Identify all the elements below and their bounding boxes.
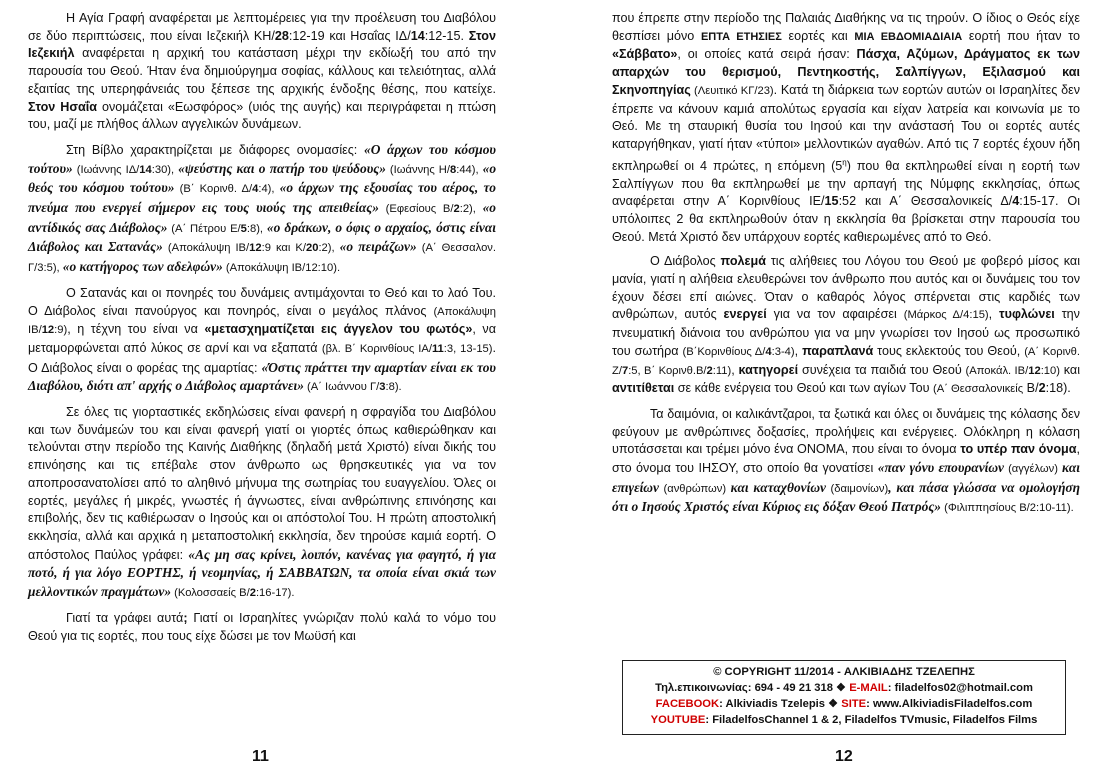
right-page: [612, 10, 1080, 525]
site-link[interactable]: : www.AlkiviadisFiladelfos.com: [866, 698, 1033, 710]
page-number-right: 12: [835, 748, 853, 765]
contact-line: Τηλ.επικοινωνίας: 694 - 49 21 318 ❖ E-MAIL: filadelfos02@hotmail.com: [655, 682, 1033, 694]
copyright-box: [622, 660, 1066, 735]
paragraph-why: Γιατί τα γράφει αυτά; Γιατί οι Ισραηλίτες γνώριζαν πολύ καλά το νόμο του Θεού για τις εορτές, που τους είχε δώσει με τον Μωϋσή και: [28, 610, 496, 643]
youtube-line: YOUTUBE: FiladelfosChannel 1 & 2, Filadelfos TVmusic, Filadelfos Films: [650, 714, 1038, 726]
paragraph-names: Στη Βίβλο χαρακτηρίζεται με διάφορες ονομασίες: «Ο άρχων του κόσμου τούτου» (Ιωάννης ΙΔ/14:30), «ψεύστης και ο πατήρ του ψεύδους» (Ιωάννης Η/8:44), «ο θεός του κόσμου τούτου» (Β΄ Κορινθ. Δ/4:4), «ο άρχων της εξουσίας του αέρος, το πνεύμα που ενεργεί σήμερον εις τους υιούς της απειθείας» (Εφεσίους Β/2:2), «ο αντίδικός σας Διάβολος» (Α΄ Πέτρου Ε/5:8), «ο δράκων, ο όφις ο αρχαίος, όστις είναι Διάβολος και Σατανάς» (Αποκάλυψη ΙΒ/12:9 και Κ/20:2), «ο πειράζων» (Α΄ Θεσσαλον. Γ/3:5), «ο κατήγορος των αδελφών» (Αποκάλυψη ΙΒ/12:10).: [28, 141, 497, 275]
email-link[interactable]: : filadelfos02@hotmail.com: [887, 682, 1033, 694]
paragraph-old-testament: που έπρεπε στην περίοδο της Παλαιάς Διαθήκης να τις τηρούν. Ο ίδιος ο Θεός είχε θεσπίσει μόνο ΕΠΤΑ ΕΤΗΣΙΕΣ εορτές και ΜΙΑ ΕΒΔΟΜΙΑΔΙΑΙΑ εορτή που ήταν το «Σάββατο», οι οποίες κατά σειρά ήσαν: Πάσχα, Αζύμων, Δράγματος εκ των απαρχών του θερισμού, Πεντηκοστής, Σαλπίγγων, Εξιλασμού και Σκηνοπηγίας (Λευιτικό ΚΓ/23). Κατά τη διάρκεια των εορτών αυτών οι Ισραηλίτες δεν έπρεπε να κάνουν καμιά απολύτως εργασία και είχαν λατρεία και κοινωνία με το Θεό. Με τη σταυρική θυσία του Ιησού και την ανάστασή Του οι εορτές αυτές καταργήθηκαν, γιατί ήταν «τύποι» μελλοντικών αγαθών. Από τις 7 εορτές έχουν ήδη εκπληρωθεί οι 4 πρώτες, η επόμενη $(5^\eta)$ που θα εκπληρωθεί είναι η εορτή των Σαλπίγγων που θα εκπληρωθεί με την αρπαγή της Νύμφης εκκλησίας, όπως αναφέρεται στην Α΄ Κορινθίους ΙΕ/15:52 και Α΄ Θεσσαλονικείς Δ/4:15-17. Οι υπόλοιπες 2 θα εκπληρωθούν όταν η εκκλησία θα βρίσκεται στην παρουσία του Θεού. Μετά Χριστό δεν υπάρχουν εορτές καθιερωμένες από το Θεό.: [612, 11, 1080, 244]
paragraph-devil-fights: Ο Διάβολος πολεμά τις αλήθειες του Λόγου του Θεού με φοβερό μίσος και μανία, γιατί η αλήθεια ελευθερώνει τον άνθρωπο που αυτός και οι δυνάμεις του τον έχουν δέσει επί αιώνες. Όταν ο καθαρός λόγος σπέρνεται στις καρδιές των ανθρώπων, αυτός ενεργεί για να τον αφαιρέσει (Μάρκος Δ/4:15), τυφλώνει την πνευματική διάνοια του ανθρώπου για να μην γνωρίσει τον Ιησού ως προσωπικό του σωτήρα (Β΄Κορινθίους Δ/4:3-4), παραπλανά τους εκλεκτούς του Θεού, (Α΄ Κορινθ. Ζ/7:5, Β΄ Κορινθ.Β/2:11), κατηγορεί συνέχεια τα παιδιά του Θεού (Αποκάλ. ΙΒ/12:10) και αντιτίθεται σε κάθε ενέργεια του Θεού και των αγίων Του (Α΄ Θεσσαλονικείς Β/2:18).: [612, 254, 1081, 396]
paragraph-feasts: Σε όλες τις γιορταστικές εκδηλώσεις είναι φανερή η σφραγίδα του Διαβόλου και των δυνάμεών του και είναι φανερή γιατί οι γιορτές όπως καθιερώθηκαν και τελούνται στην περίοδο της Καινής Διαθήκης (δηλαδή μετά Χριστό) είναι δικής του επινόησης και τις επέβαλε στον άνθρωπο ως θρησκευτικές για να τον αποπροσανατολίσει από το αληθινό μήνυμα της σωτηρίας του ευαγγελίου. Όλες οι εορτές, μεγάλες ή μικρές, γνωστές ή άγνωστες, είναι ανθρώπινης επινόησης και επιβολής, δεν τις καθιέρωσαν ο Ιησούς και οι απόστολοί Του. Η πρώτη αποστολική εκκλησία, αλλά και αρχικά η μεταποστολική εκκλησία, δεν τηρούσε καμιά εορτή. Ο απόστολος Παύλος γράφει: «Ας μη σας κρίνει, λοιπόν, κανένας για φαγητό, ή για ποτό, ή για λόγο ΕΟΡΤΗΣ, ή νεομηνίας, ή ΣΑΒΒΑΤΩΝ, τα οποία είναι σκιά των μελλοντικών πραγμάτων» (Κολοσσαείς Β/2:16-17).: [28, 405, 496, 600]
paragraph-satan: Ο Σατανάς και οι πονηρές του δυνάμεις αντιμάχονται το Θεό και το λαό Του. Ο Διάβολος είναι πανούργος και πονηρός, είναι ο μεγάλος πλάνος (Αποκάλυψη ΙΒ/12:9), η τέχνη του είναι να «μετασχηματίζεται εις άγγελον του φωτός», να μεταμορφώνεται από λύκος σε αρνί και να εξαπατά (βλ. Β΄ Κορινθίους ΙΑ/11:3, 13-15). Ο Διάβολος είναι ο φορέας της αμαρτίας: «Όστις πράττει την αμαρτίαν είναι εκ του Διαβόλου, διότι απ' αρχής ο Διάβολος αμαρτάνει» (Α΄ Ιωάννου Γ/3:8).: [28, 285, 497, 394]
copyright-line: © COPYRIGHT 11/2014 - ΑΛΚΙΒΙΑΔΗΣ ΤΖΕΛΕΠΗΣ: [713, 666, 975, 678]
paragraph-origin: Η Αγία Γραφή αναφέρεται με λεπτομέρειες για την προέλευση του Διαβόλου σε δύο περιπτώσεις, που είναι Ιεζεκιήλ ΚΗ/28:12-19 και Ησαΐας ΙΔ/14:12-15. Στον Ιεζεκιήλ αναφέρεται η αρχική του κατάσταση μέχρι την εκδίωξή του από την παρουσία του Θεού. Ήταν ένα δημιούργημα σοφίας, κάλλους και τελειότητας, αλλά εξαιτίας της υπερηφάνειάς του ξέπεσε της αρχικής ένδοξης θέσης, που κατείχε. Στον Ησαΐα ονομάζεται «Εωσφόρος» (υιός της αυγής) και περιγράφεται η πτώση του, μαζί με πλήθος άλλων αγγελικών δυνάμεων.: [28, 11, 496, 132]
page-number-left: 11: [252, 748, 269, 765]
left-page: [28, 10, 496, 652]
paragraph-demons: Τα δαιμόνια, οι καλικάντζαροι, τα ξωτικά και όλες οι δυνάμεις της κόλασης δεν φεύγουν με ανθρώπινες δοξασίες, προλήψεις και ενέργειες. Ολόκληρη η κόλαση υποτάσσεται και τρέμει μόνο ένα ΟΝΟΜΑ, που είναι το όνομα το υπέρ παν όνομα, στο όνομα του ΙΗΣΟΥ, στο οποίο θα γονατίσει «παν γόνυ επουρανίων (αγγέλων) και επιγείων (ανθρώπων) και καταχθονίων (δαιμονίων), και πάσα γλώσσα να ομολογήση ότι ο Ιησούς Χριστός είναι Κύριος εις δόξαν Θεού Πατρός» (Φιλιππησίους Β/2:10-11).: [612, 406, 1080, 515]
social-line: FACEBOOK: Alkiviadis Tzelepis ❖ SITE: www.AlkiviadisFiladelfos.com: [655, 698, 1033, 710]
